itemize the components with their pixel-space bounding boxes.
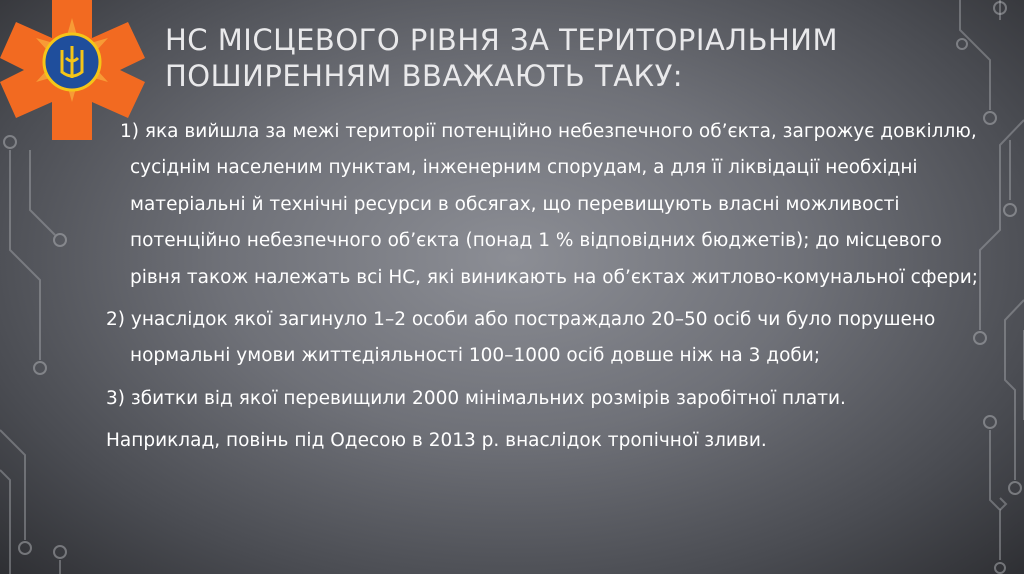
- list-item-3: 3) збитки від якої перевищили 2000 мінімальних розмірів заробітної плати.: [106, 387, 846, 409]
- list-item-1: 1) яка вийшла за межі території потенційно небезпечного об’єкта, загрожує довкіллю, сусіднім населеним пунктам, інженерним спорудам, а для її ліквідації необхідні матеріальні й технічні ресурси в обсягах, що перевищують власні можливості потенційно небезпечного об’єкта (понад 1 % відповідних бюджетів); до місцевого рівня також належать всі НС, які виникають на об’єктах житлово-комунальної сфери;: [120, 121, 979, 288]
- example-note: Наприклад, повінь під Одесою в 2013 р. внаслідок тропічної зливи.: [106, 430, 767, 452]
- list-item-2: 2) унаслідок якої загинуло 1–2 особи або постраждало 20–50 осіб чи було порушено нормальні умови життєдіяльності 100–1000 осіб довше ніж на 3 доби;: [106, 309, 936, 367]
- slide-body: [106, 114, 986, 466]
- slide-title-line-2: ПОШИРЕННЯМ ВВАЖАЮТЬ ТАКУ:: [165, 59, 684, 93]
- slide-title: [165, 22, 925, 94]
- slide-title-line-1: НС МІСЦЕВОГО РІВНЯ ЗА ТЕРИТОРІАЛЬНИМ: [165, 23, 839, 57]
